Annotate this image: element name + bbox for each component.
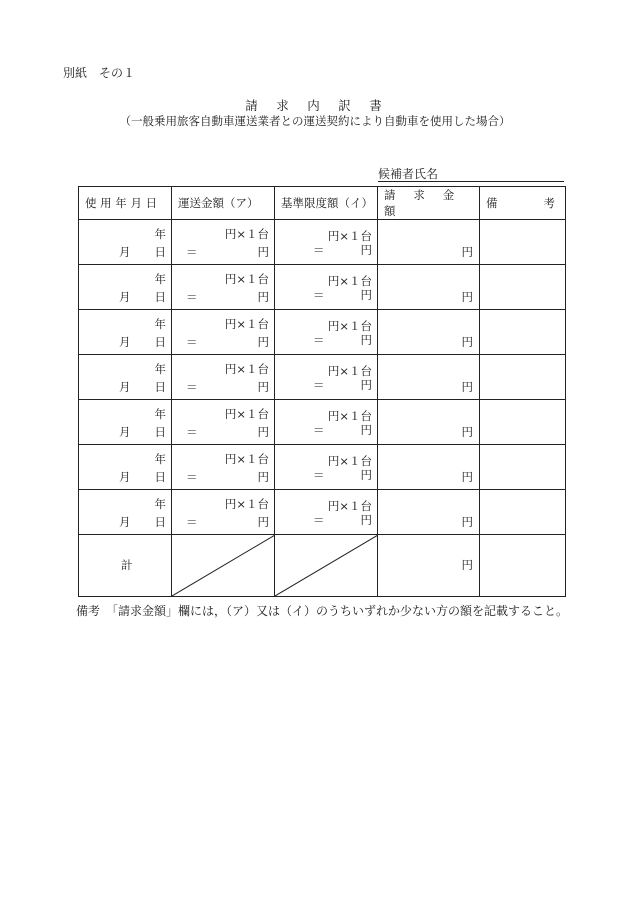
remarks-cell[interactable] <box>480 310 566 355</box>
unit-price-per-car: 円×１台 <box>224 317 269 331</box>
total-row <box>79 535 566 597</box>
table-row <box>79 400 566 445</box>
unit-price-per-car: 円×１台 <box>327 364 372 378</box>
year-unit: 年 <box>154 362 166 376</box>
total-label: 計 <box>121 558 133 572</box>
day-unit: 日 <box>154 335 166 349</box>
month-unit: 月 <box>119 245 131 259</box>
equals-sign: ＝ <box>313 423 325 437</box>
claim-amount-cell[interactable] <box>378 490 480 535</box>
yen-unit: 円 <box>257 515 269 529</box>
claim-amount-cell[interactable] <box>378 220 480 265</box>
unit-price-per-car: 円×１台 <box>224 362 269 376</box>
yen-unit: 円 <box>257 425 269 439</box>
standard-limit-cell[interactable] <box>275 265 378 310</box>
yen-unit: 円 <box>360 378 372 392</box>
unit-price-per-car: 円×１台 <box>327 454 372 468</box>
table-row <box>79 445 566 490</box>
standard-limit-cell[interactable] <box>275 355 378 400</box>
yen-unit: 円 <box>360 288 372 302</box>
candidate-name-field[interactable] <box>378 165 564 182</box>
table-row <box>79 265 566 310</box>
equals-sign: ＝ <box>313 513 325 527</box>
yen-unit: 円 <box>257 335 269 349</box>
transport-fee-cell[interactable] <box>172 445 275 490</box>
diagonal-strike-a <box>172 535 275 596</box>
claim-amount-cell[interactable] <box>378 310 480 355</box>
unit-price-per-car: 円×１台 <box>224 227 269 241</box>
equals-sign: ＝ <box>186 245 198 259</box>
remarks-note: 備考 「請求金額」欄には，（ア）又は（イ）のうちいずれか少ない方の額を記載すること。 <box>76 604 569 618</box>
day-unit: 日 <box>154 380 166 394</box>
yen-unit: 円 <box>257 380 269 394</box>
unit-price-per-car: 円×１台 <box>224 452 269 466</box>
day-unit: 日 <box>154 245 166 259</box>
transport-fee-cell[interactable] <box>172 265 275 310</box>
usage-date-cell[interactable] <box>79 400 172 445</box>
total-standard-limit-cell <box>275 535 378 597</box>
transport-fee-cell[interactable] <box>172 400 275 445</box>
claim-amount-cell[interactable] <box>378 400 480 445</box>
equals-sign: ＝ <box>313 243 325 257</box>
yen-unit: 円 <box>360 468 372 482</box>
transport-fee-cell[interactable] <box>172 355 275 400</box>
header-remarks: 備 考 <box>480 187 566 220</box>
transport-fee-cell[interactable] <box>172 310 275 355</box>
remarks-cell[interactable] <box>480 445 566 490</box>
diagonal-strike-b <box>275 535 378 596</box>
month-unit: 月 <box>119 380 131 394</box>
year-unit: 年 <box>154 317 166 331</box>
remarks-cell[interactable] <box>480 400 566 445</box>
yen-unit: 円 <box>360 423 372 437</box>
yen-unit: 円 <box>461 335 473 349</box>
claim-breakdown-table <box>78 186 566 597</box>
unit-price-per-car: 円×１台 <box>327 229 372 243</box>
claim-amount-cell[interactable] <box>378 265 480 310</box>
usage-date-cell[interactable] <box>79 265 172 310</box>
usage-date-cell[interactable] <box>79 445 172 490</box>
equals-sign: ＝ <box>186 470 198 484</box>
claim-amount-cell[interactable] <box>378 355 480 400</box>
standard-limit-cell[interactable] <box>275 220 378 265</box>
equals-sign: ＝ <box>186 515 198 529</box>
candidate-name-label: 候補者氏名 <box>378 167 439 181</box>
document-subtitle: （一般乗用旅客自動車運送業者との運送契約により自動車を使用した場合） <box>119 114 511 128</box>
usage-date-cell[interactable] <box>79 220 172 265</box>
attachment-label: 別紙 その１ <box>63 66 136 80</box>
unit-price-per-car: 円×１台 <box>224 497 269 511</box>
total-yen-unit: 円 <box>461 558 473 572</box>
unit-price-per-car: 円×１台 <box>327 274 372 288</box>
yen-unit: 円 <box>257 470 269 484</box>
day-unit: 日 <box>154 290 166 304</box>
yen-unit: 円 <box>461 425 473 439</box>
remarks-cell[interactable] <box>480 355 566 400</box>
yen-unit: 円 <box>360 333 372 347</box>
year-unit: 年 <box>154 452 166 466</box>
month-unit: 月 <box>119 425 131 439</box>
day-unit: 日 <box>154 425 166 439</box>
day-unit: 日 <box>154 470 166 484</box>
yen-unit: 円 <box>461 380 473 394</box>
unit-price-per-car: 円×１台 <box>224 272 269 286</box>
transport-fee-cell[interactable] <box>172 220 275 265</box>
remarks-cell[interactable] <box>480 490 566 535</box>
yen-unit: 円 <box>360 243 372 257</box>
header-claim-amount: 請 求 金 額 <box>378 187 480 220</box>
year-unit: 年 <box>154 272 166 286</box>
standard-limit-cell[interactable] <box>275 490 378 535</box>
year-unit: 年 <box>154 497 166 511</box>
header-standard-limit: 基準限度額（イ） <box>275 187 378 220</box>
claim-amount-cell[interactable] <box>378 445 480 490</box>
year-unit: 年 <box>154 227 166 241</box>
equals-sign: ＝ <box>186 335 198 349</box>
table-row <box>79 355 566 400</box>
unit-price-per-car: 円×１台 <box>327 499 372 513</box>
document-title: 請 求 内 訳 書 <box>245 98 385 113</box>
yen-unit: 円 <box>360 513 372 527</box>
remarks-cell[interactable] <box>480 220 566 265</box>
unit-price-per-car: 円×１台 <box>327 409 372 423</box>
yen-unit: 円 <box>257 245 269 259</box>
usage-date-cell[interactable] <box>79 355 172 400</box>
transport-fee-cell[interactable] <box>172 490 275 535</box>
total-remarks-cell[interactable] <box>480 535 566 597</box>
equals-sign: ＝ <box>186 290 198 304</box>
month-unit: 月 <box>119 515 131 529</box>
equals-sign: ＝ <box>313 333 325 347</box>
standard-limit-cell[interactable] <box>275 310 378 355</box>
table-header-row <box>79 187 566 220</box>
total-claim-amount-cell[interactable] <box>378 535 480 597</box>
month-unit: 月 <box>119 470 131 484</box>
month-unit: 月 <box>119 290 131 304</box>
total-label-cell <box>79 535 172 597</box>
table-row <box>79 220 566 265</box>
unit-price-per-car: 円×１台 <box>327 319 372 333</box>
table-row <box>79 490 566 535</box>
month-unit: 月 <box>119 335 131 349</box>
unit-price-per-car: 円×１台 <box>224 407 269 421</box>
yen-unit: 円 <box>461 470 473 484</box>
equals-sign: ＝ <box>313 468 325 482</box>
equals-sign: ＝ <box>186 425 198 439</box>
equals-sign: ＝ <box>313 378 325 392</box>
header-transport-fee: 運送金額（ア） <box>172 187 275 220</box>
usage-date-cell[interactable] <box>79 310 172 355</box>
header-usage-date: 使 用 年 月 日 <box>79 187 172 220</box>
standard-limit-cell[interactable] <box>275 445 378 490</box>
year-unit: 年 <box>154 407 166 421</box>
standard-limit-cell[interactable] <box>275 400 378 445</box>
day-unit: 日 <box>154 515 166 529</box>
yen-unit: 円 <box>257 290 269 304</box>
equals-sign: ＝ <box>313 288 325 302</box>
yen-unit: 円 <box>461 290 473 304</box>
yen-unit: 円 <box>461 515 473 529</box>
remarks-cell[interactable] <box>480 265 566 310</box>
total-transport-fee-cell <box>172 535 275 597</box>
equals-sign: ＝ <box>186 380 198 394</box>
usage-date-cell[interactable] <box>79 490 172 535</box>
yen-unit: 円 <box>461 245 473 259</box>
table-row <box>79 310 566 355</box>
